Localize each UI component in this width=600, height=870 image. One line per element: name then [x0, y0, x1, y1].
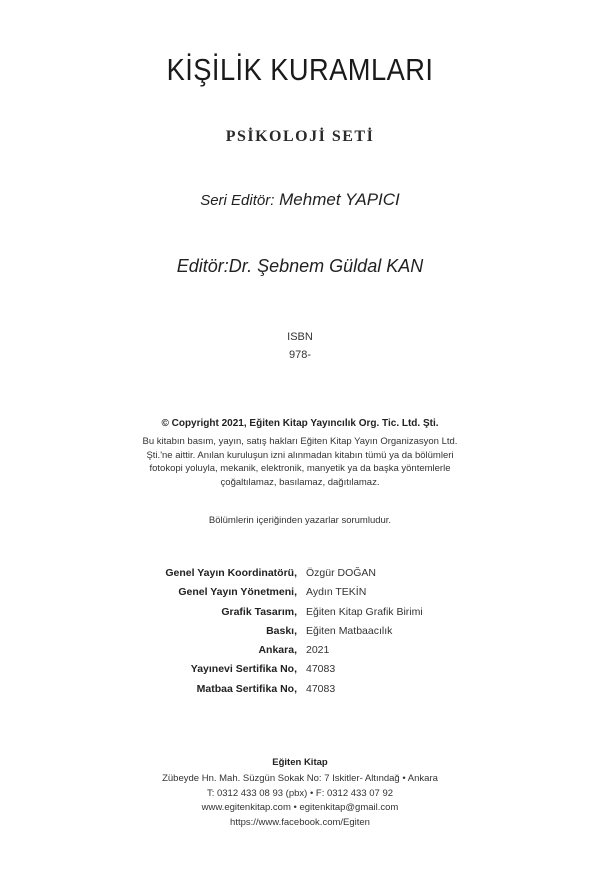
publisher-info [0, 772, 600, 830]
credit-label: Matbaa Sertifika No, [196, 682, 297, 695]
credit-value: 47083 [306, 663, 336, 676]
credit-label: Genel Yayın Yönetmeni, [178, 586, 297, 599]
credit-value: Aydın TEKİN [306, 586, 367, 599]
credit-row [0, 644, 600, 663]
isbn-label: ISBN [287, 331, 313, 343]
credit-row [0, 625, 600, 644]
publisher-phone: T: 0312 433 08 93 (pbx) • F: 0312 433 07 92 [206, 787, 394, 799]
series-name: PSİKOLOJİ SETİ [225, 128, 375, 145]
isbn-block [0, 328, 600, 364]
credit-row [0, 586, 600, 605]
responsibility-note: Bölümlerin içeriğinden yazarlar sorumludur. [208, 515, 392, 526]
credit-label: Ankara, [258, 644, 297, 657]
credit-value: 47083 [306, 682, 336, 695]
copyright-notice [0, 435, 600, 489]
isbn-value: 978- [288, 349, 312, 361]
credit-value: Eğiten Matbaacılık [306, 624, 393, 637]
credit-label: Genel Yayın Koordinatörü, [165, 567, 297, 579]
copyright-line: fotokopi yoluyla, mekanik, elektronik, manyetik ya da başka yöntemlerle [149, 463, 451, 474]
credit-label: Baskı, [266, 624, 297, 637]
credit-row [0, 683, 600, 702]
publisher-web-email: www.egitenkitap.com • egitenkitap@gmail.com [201, 802, 399, 813]
credit-row [0, 663, 600, 682]
copyright-title: © Copyright 2021, Eğiten Kitap Yayıncılık Org. Tic. Ltd. Şti. [161, 418, 439, 429]
credits-list [0, 567, 600, 702]
credit-value: Özgür DOĞAN [306, 567, 377, 579]
credit-row [0, 567, 600, 586]
credit-label: Yayınevi Sertifika No, [190, 663, 297, 676]
editor: Editör:Dr. Şebnem Güldal KAN [176, 256, 424, 276]
copyright-line: Bu kitabın basım, yayın, satış hakları Eğiten Kitap Yayın Organizasyon Ltd. [142, 436, 458, 447]
series-editor-prefix: Seri Editör: [200, 192, 275, 209]
book-title: KİŞİLİK KURAMLARI [166, 52, 434, 87]
credit-row [0, 606, 600, 625]
credit-label: Grafik Tasarım, [221, 605, 297, 618]
series-editor-name: Mehmet YAPICI [279, 190, 400, 209]
copyright-line: Şti.'ne aittir. Anılan kuruluşun izni alınmadan kitabın tümü ya da bölümleri [146, 449, 454, 461]
publisher-facebook: https://www.facebook.com/Egiten [230, 816, 370, 828]
credit-value: 2021 [306, 644, 330, 657]
credit-value: Eğiten Kitap Grafik Birimi [306, 605, 423, 618]
publisher-address: Zübeyde Hn. Mah. Süzgün Sokak No: 7 Iskitler- Altındağ • Ankara [162, 773, 438, 784]
copyright-line: çoğaltılamaz, basılamaz, dağıtılamaz. [220, 476, 380, 488]
publisher-name: Eğiten Kitap [272, 757, 328, 768]
series-editor [0, 190, 600, 210]
